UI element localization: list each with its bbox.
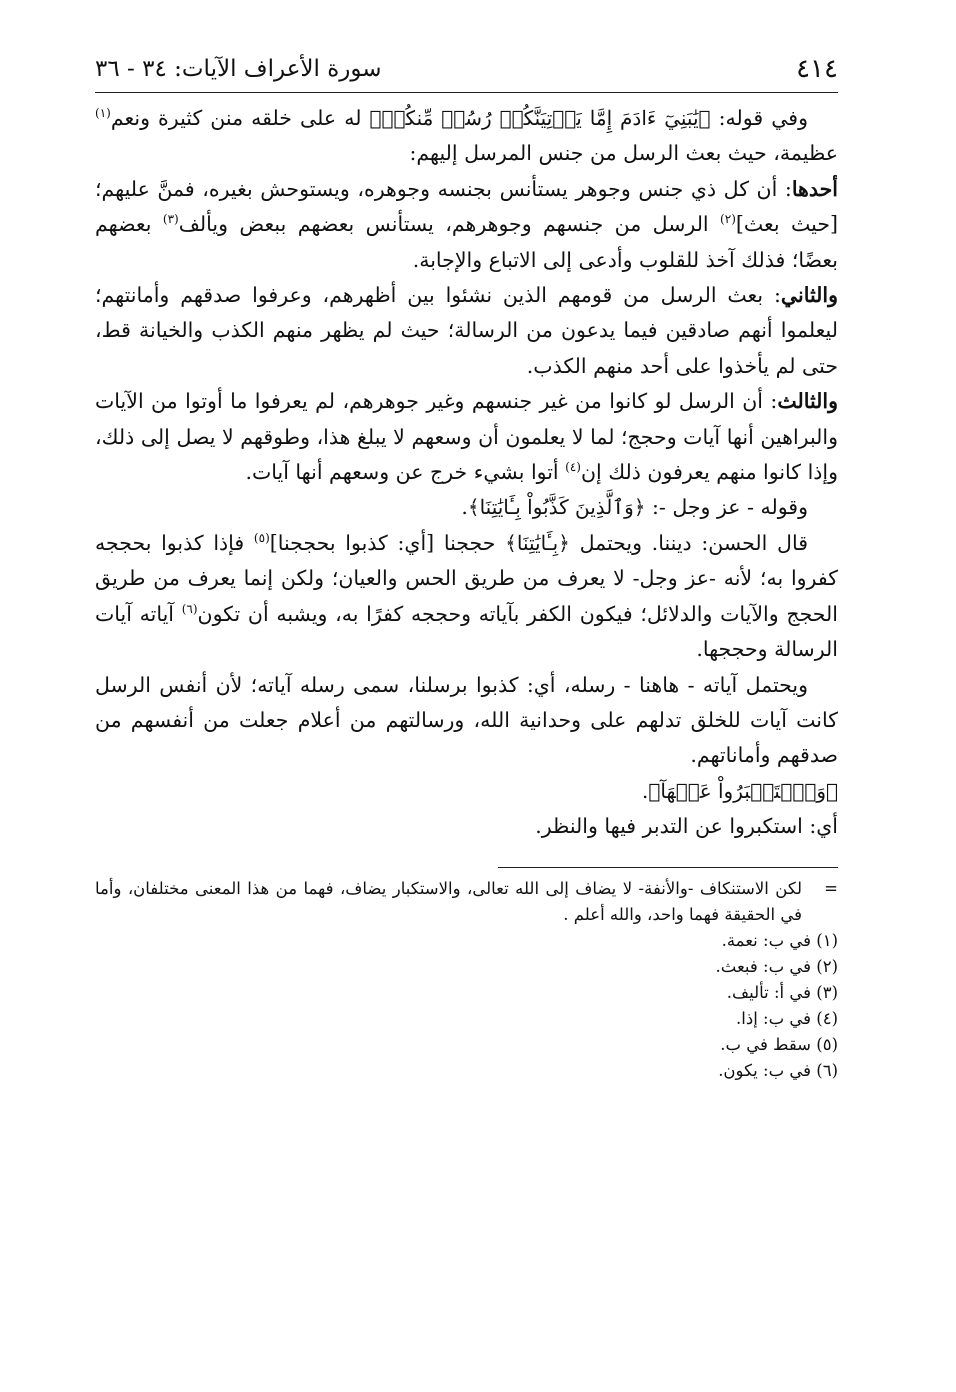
point-term: والثاني — [780, 283, 838, 308]
text-run: عظيمة، حيث بعث الرسل من جنس المرسل إليهم: — [409, 141, 838, 166]
continuation-text: لكن الاستنكاف -والأنفة- لا يضاف إلى الله تعالى، والاستكبار يضاف، فهما من هذا المعنى مختلفان، وأما في الحقيقة فهما واحد، والله أعلم . — [95, 878, 802, 924]
text-run: وفي قوله: — [710, 106, 809, 130]
text-run: حججنا [أي: كذبوا بحججنا] — [269, 530, 506, 555]
footnote-ref: (٢) — [720, 212, 736, 227]
point-term: والثالث — [777, 389, 838, 414]
quran-verse: ﴿وَٱسۡتَكۡبَرُواْ عَنۡهَآ﴾ — [648, 778, 838, 803]
footnote-ref: (٥) — [253, 531, 270, 546]
text-run: . — [461, 495, 468, 520]
quran-verse: ﴿يَٰبَنِيٓ ءَادَمَ إِمَّا يَأۡتِيَنَّكُمۡ رُسُلٞ مِّنكُمۡ﴾ — [369, 106, 711, 130]
footnote-ref: (٦) — [181, 601, 198, 616]
point-term: أحدها — [791, 176, 838, 201]
running-head: سورة الأعراف الآيات: ٣٤ - ٣٦ — [95, 56, 382, 82]
text-run: الرسل من جنسهم وجوهرهم، يستأنس بعضهم ببعض ويألف — [178, 212, 721, 237]
main-text — [95, 101, 838, 845]
text-run: أتوا بشيء خرج عن وسعهم أنها آيات. — [245, 460, 566, 485]
footnote-item: (٣) في أ: تأليف. — [726, 982, 838, 1002]
text-run: فإذا كذبوا بحججه كفروا به؛ لأنه -عز وجل- لا يعرف من طريق الحس والعيان؛ ولكن إنما يعرف من طريق الحجج والآيات والدلائل؛ فيكون الكفر بآياته وحججه كفرًا به، ويشبه أن تكون — [95, 530, 838, 626]
footnote-ref: (٤) — [565, 460, 581, 475]
footnote-item: (٦) في ب: يكون. — [718, 1060, 838, 1080]
quran-verse: ﴿بِـَٔايَٰتِنَا﴾ — [505, 530, 570, 555]
book-page — [95, 52, 838, 1372]
footnote-continuation — [95, 876, 838, 928]
text-run: : بعث الرسل من قومهم الذين نشئوا بين أظهرهم، وعرفوا صدقهم وأمانتهم؛ ليعلموا أنهم صادقين فيما يدعون من الرسالة؛ حيث لم يظهر منهم الكذب والخيانة قط، حتى لم يأخذوا على أحد منهم الكذب. — [95, 283, 838, 378]
text-run: آياته آيات الرسالة وحججها. — [95, 601, 838, 662]
paragraph-3 — [95, 278, 838, 384]
footnote-item: (٥) سقط في ب. — [720, 1034, 838, 1054]
paragraph-4 — [95, 384, 838, 490]
paragraph-8 — [95, 774, 838, 809]
text-run: له على خلقه منن كثيرة ونعم — [110, 106, 370, 130]
footnotes — [95, 876, 838, 1084]
text-run: بعضهم بعضًا؛ فذلك آخذ للقلوب وأدعى إلى الاتباع والإجابة. — [95, 212, 838, 272]
footnote-item: (١) في ب: نعمة. — [721, 930, 838, 950]
footnote-ref: (١) — [95, 106, 111, 121]
footnote-item: (٤) في ب: إذا. — [736, 1008, 838, 1028]
text-run: وقوله - عز وجل -: — [645, 495, 808, 520]
paragraph-9 — [95, 809, 838, 844]
text-run: . — [641, 778, 649, 803]
paragraph-7 — [95, 668, 838, 774]
text-run: ويحتمل آياته - هاهنا - رسله، أي: كذبوا برسلنا، سمى رسله آياته؛ لأن أنفس الرسل كانت آيات للخلق تدلهم على وحدانية الله، ورسالتهم من أعلام جعلت من أنفسهم من صدقهم وأماناتهم. — [95, 672, 838, 768]
footnote-item: (٢) في ب: فبعث. — [715, 956, 838, 976]
page-header — [95, 52, 838, 93]
page-number: ٤١٤ — [796, 54, 838, 84]
footnote-separator — [498, 867, 838, 868]
quran-verse: ﴿وَٱلَّذِينَ كَذَّبُواْ بِـَٔايَٰتِنَا﴾ — [467, 495, 646, 520]
text-run: أي: استكبروا عن التدبر فيها والنظر. — [535, 814, 838, 839]
text-run: قال الحسن: ديننا. ويحتمل — [569, 530, 808, 555]
text-run: : أن الرسل لو كانوا من غير جنسهم وغير جوهرهم، لم يعرفوا ما أوتوا من الآيات والبراهين أنها آيات وحجج؛ لما لا يعلمون أن وسعهم لا يبلغ هذا، وطوقهم لا يصل إلى ذلك، وإذا كانوا منهم يعرفون ذلك إن — [95, 389, 838, 485]
paragraph-5 — [95, 490, 838, 525]
continuation-mark: = — [824, 878, 838, 898]
text-run: : أن كل ذي جنس وجوهر يستأنس بجنسه وجوهره، ويستوحش بغيره، فمنَّ عليهم؛ [حيث بعث] — [95, 176, 838, 237]
paragraph-6 — [95, 526, 838, 668]
paragraph-1 — [95, 101, 838, 172]
footnote-ref: (٣) — [162, 212, 179, 227]
paragraph-2 — [95, 172, 838, 278]
